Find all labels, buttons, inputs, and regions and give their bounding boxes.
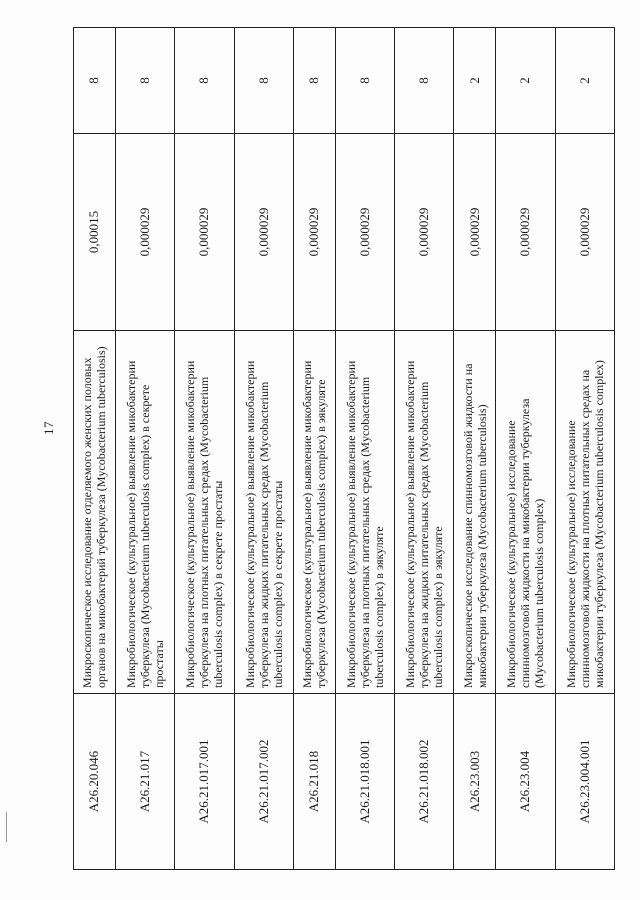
service-code: A26.21.017.002 <box>234 694 293 870</box>
service-name: Микробиологическое (культуральное) выявление микобактерии туберкулеза (Mycobacterium tuberculosis complex) в секрете простаты <box>115 331 174 694</box>
table-row <box>454 28 496 870</box>
service-code: A26.23.004 <box>496 694 555 870</box>
frequency-value: 0,000029 <box>496 134 555 331</box>
multiplicity-count: 8 <box>395 28 454 134</box>
service-code: A26.21.018.002 <box>395 694 454 870</box>
page-number: 17 <box>41 421 56 435</box>
service-name: Микробиологическое (культуральное) выявление микобактерии туберкулеза на жидких питательных средах (Mycobacterium tuberculosis complex) в секрете простаты <box>234 331 293 694</box>
frequency-value: 0,000029 <box>555 134 614 331</box>
service-name: Микробиологическое (культуральное) выявление микобактерии туберкулеза на жидких питательных средах (Mycobacterium tuberculosis complex) в эякуляте <box>395 331 454 694</box>
frequency-value: 0,000029 <box>115 134 174 331</box>
service-code: A26.21.018.001 <box>335 694 394 870</box>
table-row <box>293 28 335 870</box>
multiplicity-count: 8 <box>335 28 394 134</box>
frequency-value: 0,000029 <box>293 134 335 331</box>
multiplicity-count: 2 <box>496 28 555 134</box>
service-name: Микроскопическое исследование отделяемого женских половых органов на микобактерий туберкулеза (Mycobacterium tuberculosis) <box>74 331 116 694</box>
frequency-value: 0,000029 <box>234 134 293 331</box>
table-body <box>74 28 615 870</box>
service-name: Микроскопическое исследование спинномозговой жидкости на микобактерии туберкулеза (Mycobacterium tuberculosis) <box>454 331 496 694</box>
table-row <box>234 28 293 870</box>
table-row <box>74 28 116 870</box>
service-name: Микробиологическое (культуральное) исследование спинномозговой жидкости на микобактерии туберкулеза (Mycobacterium tuberculosis complex) <box>496 331 555 694</box>
table-row <box>115 28 174 870</box>
service-code: A26.23.004.001 <box>555 694 614 870</box>
service-name: Микробиологическое (культуральное) выявление микобактерии туберкулеза на плотных питательных средах (Mycobacterium tuberculosis complex) в эякуляте <box>335 331 394 694</box>
service-code: A26.21.017.001 <box>175 694 234 870</box>
table-row <box>335 28 394 870</box>
multiplicity-count: 8 <box>234 28 293 134</box>
multiplicity-count: 2 <box>454 28 496 134</box>
scan-margin-mark <box>6 812 7 842</box>
service-name: Микробиологическое (культуральное) исследование спинномозговой жидкости на плотных питательных средах на микобактерии туберкулеза (Mycobacterium tuberculosis complex) <box>555 331 614 694</box>
frequency-value: 0,000029 <box>175 134 234 331</box>
frequency-value: 0,00015 <box>74 134 116 331</box>
table-row <box>496 28 555 870</box>
rotated-table-container <box>73 28 615 870</box>
services-table-frame <box>73 28 615 870</box>
service-code: A26.21.018 <box>293 694 335 870</box>
service-name: Микробиологическое (культуральное) выявление микобактерии туберкулеза (Mycobacterium tuberculosis complex) в эякуляте <box>293 331 335 694</box>
table-row <box>175 28 234 870</box>
table-row <box>555 28 614 870</box>
service-code: A26.23.003 <box>454 694 496 870</box>
multiplicity-count: 2 <box>555 28 614 134</box>
frequency-value: 0,000029 <box>454 134 496 331</box>
service-code: A26.20.046 <box>74 694 116 870</box>
service-name: Микробиологическое (культуральное) выявление микобактерии туберкулеза на плотных питательных средах (Mycobacterium tuberculosis complex) в секрете простаты <box>175 331 234 694</box>
frequency-value: 0,000029 <box>395 134 454 331</box>
multiplicity-count: 8 <box>74 28 116 134</box>
services-table <box>73 27 615 870</box>
multiplicity-count: 8 <box>293 28 335 134</box>
table-row <box>395 28 454 870</box>
multiplicity-count: 8 <box>175 28 234 134</box>
frequency-value: 0,000029 <box>335 134 394 331</box>
service-code: A26.21.017 <box>115 694 174 870</box>
multiplicity-count: 8 <box>115 28 174 134</box>
